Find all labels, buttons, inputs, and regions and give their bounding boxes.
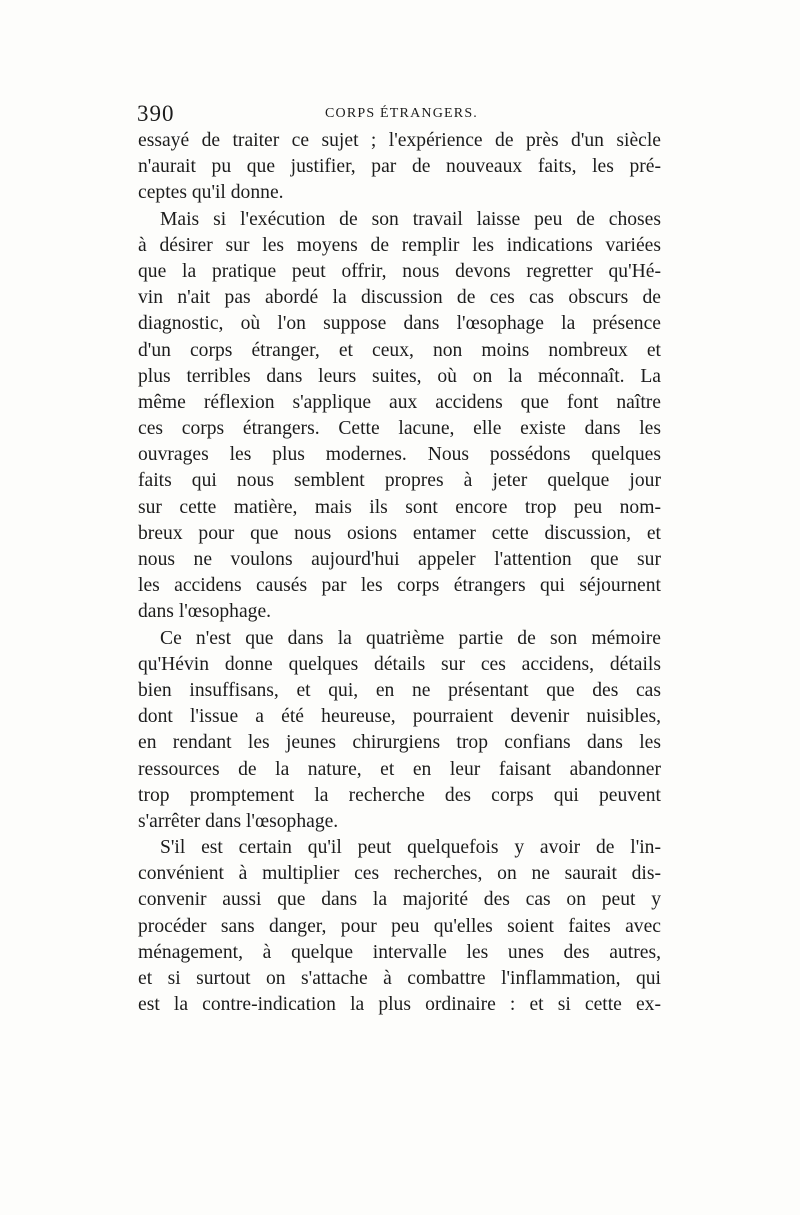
text-line: ces corps étrangers. Cette lacune, elle existe dans les <box>138 418 661 440</box>
text-line: breux pour que nous osions entamer cette discussion, et <box>138 522 661 544</box>
text-line: vin n'ait pas abordé la discussion de ces cas obscurs de <box>138 287 661 309</box>
text-line: à désirer sur les moyens de remplir les indications variées <box>138 234 661 256</box>
text-line: S'il est certain qu'il peut quelquefois y avoir de l'in- <box>160 837 661 859</box>
text-line: ressources de la nature, et en leur faisant abandonner <box>138 758 661 780</box>
text-line: Mais si l'exécution de son travail laisse peu de choses <box>160 208 661 230</box>
text-line: dont l'issue a été heureuse, pourraient devenir nuisibles, <box>138 706 661 728</box>
text-line: ménagement, à quelque intervalle les unes des autres, <box>138 941 661 963</box>
text-line: en rendant les jeunes chirurgiens trop confians dans les <box>138 732 661 754</box>
text-line: est la contre-indication la plus ordinaire : et si cette ex- <box>138 994 661 1016</box>
text-line: que la pratique peut offrir, nous devons regretter qu'Hé- <box>138 260 661 282</box>
text-line: essayé de traiter ce sujet ; l'expérience de près d'un siècle <box>138 130 661 151</box>
text-line: s'arrêter dans l'œsophage. <box>138 810 339 832</box>
text-line: qu'Hévin donne quelques détails sur ces accidens, détails <box>138 653 661 675</box>
running-head: CORPS ÉTRANGERS. <box>325 106 479 121</box>
text-line: diagnostic, où l'on suppose dans l'œsophage la présence <box>138 313 661 335</box>
text-line: ceptes qu'il donne. <box>138 182 284 204</box>
body-text <box>138 128 661 1018</box>
text-line: même réflexion s'applique aux accidens que font naître <box>138 391 661 413</box>
text-line: trop promptement la recherche des corps qui peuvent <box>138 784 661 806</box>
text-line: Ce n'est que dans la quatrième partie de son mémoire <box>160 627 661 649</box>
text-line: nous ne voulons aujourd'hui appeler l'attention que sur <box>138 549 661 570</box>
text-line: les accidens causés par les corps étrangers qui séjournent <box>138 575 661 597</box>
text-line: ouvrages les plus modernes. Nous possédons quelques <box>138 444 661 466</box>
text-line: bien insuffisans, et qui, en ne présentant que des cas <box>138 679 661 701</box>
text-line: dans l'œsophage. <box>138 601 272 623</box>
text-line: plus terribles dans leurs suites, où on la méconnaît. La <box>138 365 661 387</box>
text-line: sur cette matière, mais ils sont encore trop peu nom- <box>138 496 661 518</box>
text-line: convenir aussi que dans la majorité des cas on peut y <box>138 889 661 911</box>
text-line: procéder sans danger, pour peu qu'elles soient faites avec <box>138 915 661 937</box>
text-line: faits qui nous semblent propres à jeter quelque jour <box>138 470 661 492</box>
text-line: et si surtout on s'attache à combattre l'inflammation, qui <box>138 968 661 989</box>
text-line: convénient à multiplier ces recherches, on ne saurait dis- <box>138 863 661 885</box>
page-header <box>137 101 667 125</box>
text-line: n'aurait pu que justifier, par de nouveaux faits, les pré- <box>138 156 661 178</box>
page-number: 390 <box>137 101 175 126</box>
text-line: d'un corps étranger, et ceux, non moins nombreux et <box>138 339 661 361</box>
